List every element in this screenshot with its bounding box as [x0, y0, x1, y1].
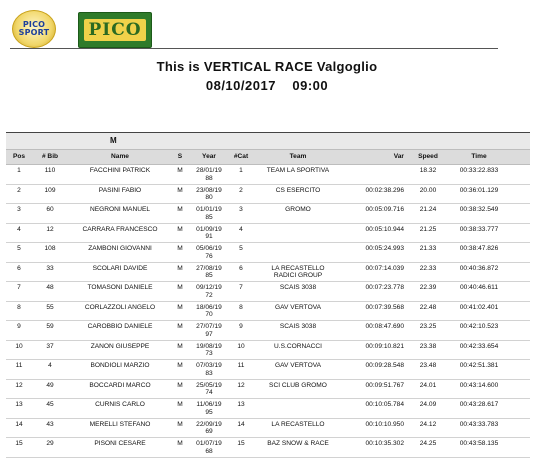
table-row — [6, 243, 530, 263]
cell-speed: 21.25 — [419, 225, 437, 233]
cell-name: CORLAZZOLI ANGELO — [84, 303, 156, 311]
table-row — [6, 282, 530, 302]
cell-var: 00:09:28.548 — [365, 362, 404, 369]
cell-name: CURNIS CARLO — [95, 401, 145, 408]
cell-pos: 11 — [15, 362, 23, 369]
cell-pos: 6 — [17, 264, 21, 272]
cell-team: SCAIS 3038 — [279, 323, 317, 330]
cell-cat: 12 — [237, 381, 245, 389]
cell-sex: M — [177, 381, 183, 389]
cell-pos: 14 — [15, 420, 23, 428]
cell-speed: 23.38 — [419, 342, 437, 350]
cell-bib: 4 — [48, 362, 52, 369]
table-row — [6, 204, 530, 224]
cell-sex: M — [177, 264, 183, 272]
cell-name: MERELLI STEFANO — [89, 420, 151, 428]
cell-team: CS ESERCITO — [275, 186, 321, 194]
cell-cat: 9 — [239, 323, 243, 330]
col-time: Time — [471, 153, 487, 160]
cell-year: 23/08/19 80 — [196, 186, 222, 201]
cell-var: 00:09:10.821 — [365, 342, 404, 350]
cell-cat: 5 — [239, 245, 243, 252]
race-date: 08/10/2017 — [205, 78, 276, 93]
cell-speed: 24.01 — [419, 381, 437, 389]
cell-bib: 33 — [46, 264, 54, 272]
cell-bib: 55 — [46, 303, 54, 311]
cell-team: BAZ SNOW & RACE — [267, 440, 329, 447]
cell-year: 01/09/19 91 — [196, 225, 222, 240]
cell-time: 00:38:32.549 — [459, 206, 499, 213]
cell-speed: 22.48 — [419, 303, 437, 311]
cell-sex: M — [177, 342, 183, 350]
cell-speed: 22.33 — [419, 264, 437, 272]
cell-name: CARRARA FRANCESCO — [82, 225, 158, 233]
cell-team: GROMO — [285, 206, 311, 213]
table-row — [6, 419, 530, 439]
cell-sex: M — [177, 284, 183, 291]
logo-left-line2: SPORT — [18, 28, 50, 37]
cell-year: 01/01/19 85 — [196, 206, 222, 221]
cell-year: 07/03/19 83 — [196, 362, 222, 377]
cell-name: BOCCARDI MARCO — [89, 381, 151, 389]
cell-time: 00:38:47.826 — [459, 245, 499, 252]
cell-var: 00:10:05.784 — [365, 401, 404, 408]
cell-bib: 59 — [46, 323, 54, 330]
race-time: 09:00 — [292, 78, 329, 93]
cell-bib: 60 — [46, 206, 54, 213]
cell-team: GAV VERTOVA — [274, 303, 322, 311]
cell-time: 00:43:33.783 — [459, 420, 499, 428]
table-row — [6, 185, 530, 205]
cell-sex: M — [177, 401, 183, 408]
cell-pos: 8 — [17, 303, 21, 311]
table-body — [6, 165, 530, 458]
cell-name: NEGRONI MANUEL — [89, 206, 151, 213]
cell-sex: M — [177, 303, 183, 311]
cell-var: 00:07:23.778 — [365, 284, 404, 291]
cell-team: TEAM LA SPORTIVA — [266, 167, 330, 174]
col-var: Var — [393, 153, 404, 160]
cell-pos: 12 — [15, 381, 23, 389]
col-pos: Pos — [12, 153, 26, 160]
cell-speed: 22.39 — [419, 284, 437, 291]
cell-speed: 20.00 — [419, 186, 437, 194]
cell-speed: 18.32 — [419, 167, 437, 174]
table-row — [6, 380, 530, 400]
cell-pos: 1 — [17, 167, 21, 174]
cell-name: FACCHINI PATRICK — [89, 167, 151, 174]
cell-pos: 5 — [17, 245, 21, 252]
cell-time: 00:43:28.617 — [459, 401, 499, 408]
header-divider — [10, 48, 498, 49]
table-row — [6, 165, 530, 185]
results-table — [6, 132, 530, 458]
cell-team: LA RECASTELLO RADICI GROUP — [271, 264, 325, 279]
cell-bib: 29 — [46, 440, 54, 447]
cell-year: 09/12/19 72 — [196, 284, 222, 299]
cell-var: 00:10:35.302 — [365, 440, 404, 447]
col-name: Name — [111, 153, 129, 160]
cell-speed: 24.25 — [419, 440, 437, 447]
cell-time: 00:43:14.600 — [459, 381, 499, 389]
cell-speed: 21.24 — [419, 206, 437, 213]
cell-sex: M — [177, 362, 183, 369]
cell-time: 00:42:33.654 — [459, 342, 499, 350]
cell-team: SCI CLUB GROMO — [269, 381, 327, 389]
cell-sex: M — [177, 245, 183, 252]
cell-name: ZANON GIUSEPPE — [90, 342, 150, 350]
col-year: Year — [202, 153, 216, 160]
table-row — [6, 360, 530, 380]
cell-cat: 8 — [239, 303, 243, 311]
cell-time: 00:42:10.523 — [459, 323, 499, 330]
col-bib: # Bib — [41, 153, 59, 160]
race-datetime — [0, 78, 534, 93]
cell-year: 22/09/19 69 — [196, 420, 222, 435]
cell-sex: M — [177, 440, 183, 447]
cell-year: 05/06/19 76 — [196, 245, 222, 260]
pico-logo-text: PICO — [84, 19, 145, 41]
cell-time: 00:36:01.129 — [459, 186, 499, 194]
logo-left-line1: PICO — [22, 20, 46, 29]
cell-pos: 15 — [15, 440, 23, 447]
cell-name: ZAMBONI GIOVANNI — [88, 245, 152, 252]
cell-var: 00:07:39.568 — [365, 303, 404, 311]
cell-cat: 6 — [239, 264, 243, 272]
cell-speed: 23.25 — [419, 323, 437, 330]
cell-sex: M — [177, 225, 183, 233]
cell-bib: 48 — [46, 284, 54, 291]
table-header-row — [6, 149, 530, 165]
cell-sex: M — [177, 420, 183, 428]
cell-year: 27/08/19 85 — [196, 264, 222, 279]
col-cat: #Cat — [233, 153, 249, 160]
cell-bib: 49 — [46, 381, 54, 389]
cell-team: LA RECASTELLO — [271, 420, 325, 428]
cell-pos: 13 — [15, 401, 23, 408]
cell-sex: M — [177, 186, 183, 194]
cell-year: 27/07/19 97 — [196, 323, 222, 338]
cell-name: TOMASONI DANIELE — [87, 284, 153, 291]
cell-var: 00:07:14.039 — [365, 264, 404, 272]
cell-bib: 45 — [46, 401, 54, 408]
cell-var: 00:05:24.993 — [365, 245, 404, 252]
cell-time: 00:40:46.611 — [459, 284, 498, 291]
cell-var: 00:05:09.716 — [365, 206, 404, 213]
cell-year: 25/05/19 74 — [196, 381, 222, 396]
table-row — [6, 321, 530, 341]
cell-pos: 7 — [17, 284, 21, 291]
cell-name: CAROBBIO DANIELE — [87, 323, 153, 330]
cell-var: 00:09:51.767 — [365, 381, 404, 389]
table-row — [6, 341, 530, 361]
cell-pos: 10 — [15, 342, 23, 350]
table-row — [6, 263, 530, 283]
cell-team: U.S.CORNACCI — [274, 342, 322, 350]
cell-name: SCOLARI DAVIDE — [92, 264, 148, 272]
cell-speed: 24.09 — [419, 401, 437, 408]
table-row — [6, 399, 530, 419]
cell-year: 19/08/19 73 — [196, 342, 222, 357]
cell-cat: 7 — [239, 284, 243, 291]
cell-sex: M — [177, 167, 183, 174]
cell-time: 00:40:36.872 — [459, 264, 499, 272]
table-row — [6, 224, 530, 244]
col-sex: S — [177, 153, 183, 160]
table-row — [6, 438, 530, 458]
cell-speed: 23.48 — [419, 362, 437, 369]
cell-cat: 14 — [237, 420, 245, 428]
cell-var: 00:05:10.944 — [365, 225, 404, 233]
cell-var: 00:10:10.950 — [365, 420, 404, 428]
cell-time: 00:43:58.135 — [459, 440, 499, 447]
cell-name: PASINI FABIO — [98, 186, 142, 194]
cell-time: 00:41:02.401 — [459, 303, 499, 311]
cell-year: 18/06/19 70 — [196, 303, 222, 318]
cell-var: 00:08:47.690 — [365, 323, 404, 330]
pico-sport-logo — [12, 10, 56, 48]
cell-pos: 2 — [17, 186, 21, 194]
cell-speed: 21.33 — [419, 245, 437, 252]
cell-year: 01/07/19 68 — [196, 440, 222, 455]
cell-cat: 3 — [239, 206, 243, 213]
cell-bib: 37 — [46, 342, 54, 350]
cell-bib: 12 — [46, 225, 54, 233]
cell-year: 11/06/19 95 — [196, 401, 222, 416]
cell-name: PISONI CESARE — [94, 440, 146, 447]
cell-bib: 108 — [44, 245, 56, 252]
section-header: M — [6, 133, 530, 149]
cell-time: 00:42:51.381 — [459, 362, 499, 369]
cell-pos: 4 — [17, 225, 21, 233]
table-row — [6, 302, 530, 322]
cell-speed: 24.12 — [419, 420, 437, 428]
cell-cat: 15 — [237, 440, 245, 447]
cell-pos: 3 — [17, 206, 21, 213]
cell-cat: 2 — [239, 186, 243, 194]
cell-cat: 11 — [237, 362, 245, 369]
cell-time: 00:33:22.833 — [459, 167, 499, 174]
cell-pos: 9 — [17, 323, 21, 330]
cell-cat: 1 — [239, 167, 243, 174]
cell-team: GAV VERTOVA — [274, 362, 322, 369]
cell-cat: 13 — [237, 401, 245, 408]
cell-sex: M — [177, 206, 183, 213]
col-speed: Speed — [418, 153, 438, 160]
cell-name: BONDIOLI MARZIO — [90, 362, 150, 369]
cell-team: SCAIS 3038 — [279, 284, 317, 291]
cell-cat: 4 — [239, 225, 243, 233]
cell-year: 28/01/19 88 — [196, 167, 222, 182]
cell-bib: 109 — [44, 186, 56, 194]
cell-var: 00:02:38.296 — [365, 186, 404, 194]
cell-bib: 110 — [44, 167, 56, 174]
cell-bib: 43 — [46, 420, 54, 428]
pico-logo — [78, 12, 152, 48]
cell-time: 00:38:33.777 — [459, 225, 499, 233]
cell-cat: 10 — [237, 342, 245, 350]
cell-sex: M — [177, 323, 183, 330]
page-title: This is VERTICAL RACE Valgoglio — [156, 59, 378, 74]
col-team: Team — [289, 153, 307, 160]
